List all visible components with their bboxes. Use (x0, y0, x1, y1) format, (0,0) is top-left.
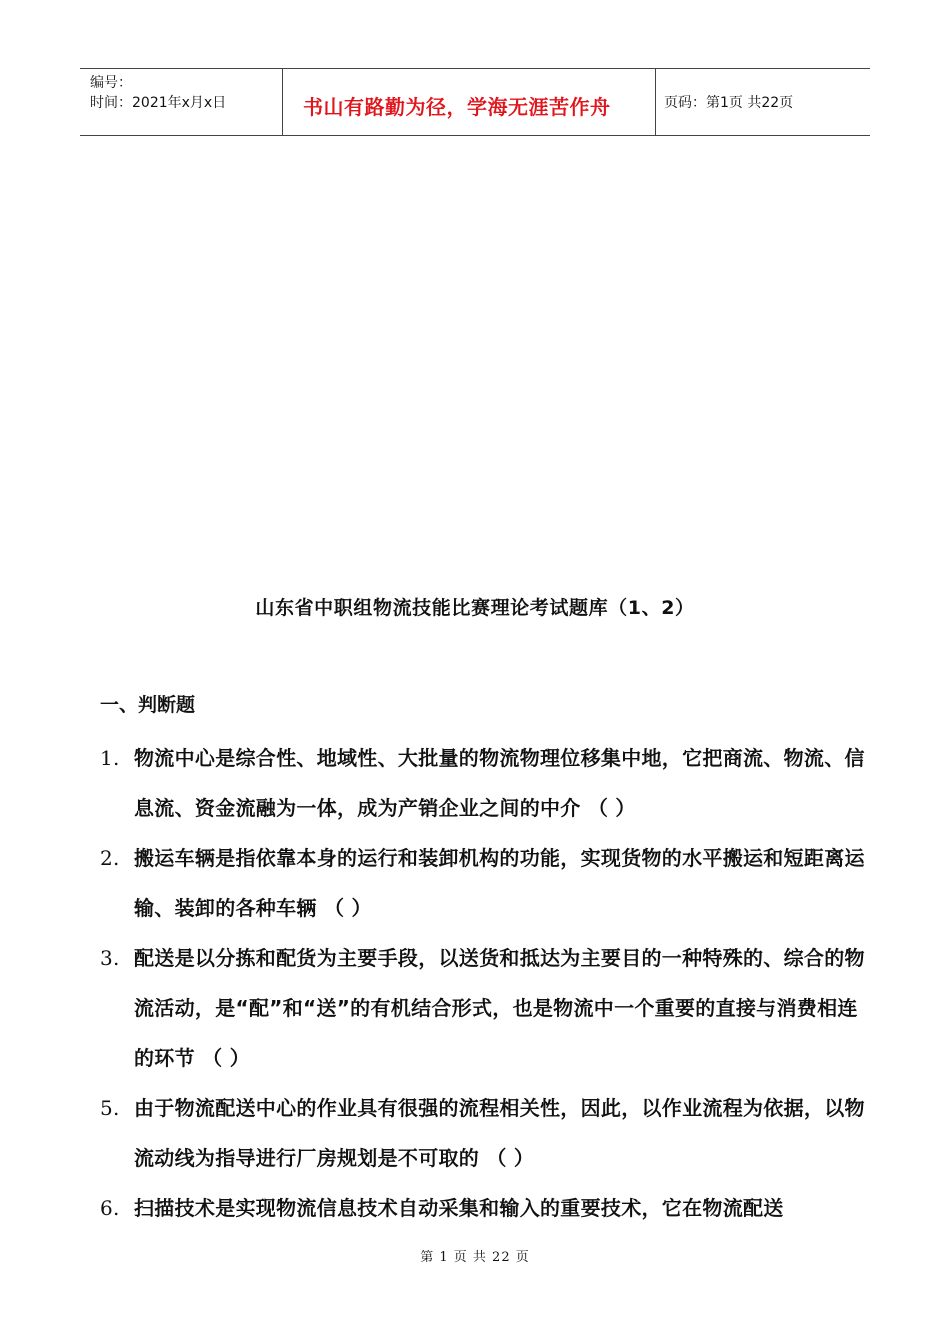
document-title: 山东省中职组物流技能比赛理论考试题库（1、2） (255, 597, 695, 619)
section-title: 一、判断题 (100, 694, 196, 716)
motto: 书山有路勤为径，学海无涯苦作舟 (303, 95, 611, 119)
header-motto-cell (282, 69, 656, 135)
question-item (100, 933, 870, 1083)
question-item (100, 833, 870, 933)
question-number: 6. (100, 1196, 120, 1220)
question-text: 搬运车辆是指依靠本身的运行和装卸机构的功能，实现货物的水平搬运和短距离运输、装卸的各种车辆 （ ） (134, 846, 865, 920)
page-footer: 第 1 页 共 22 页 (420, 1250, 530, 1265)
question-item (100, 1183, 870, 1233)
serial-label: 编号： (90, 75, 132, 91)
question-number: 3. (100, 946, 120, 970)
time-label: 时间：2021年x月x日 (90, 95, 227, 111)
page-header (80, 68, 870, 136)
question-item (100, 733, 870, 833)
question-number: 5. (100, 1096, 120, 1120)
question-text: 由于物流配送中心的作业具有很强的流程相关性，因此，以作业流程为依据，以物流动线为指导进行厂房规划是不可取的 （ ） (134, 1096, 865, 1170)
question-number: 2. (100, 846, 120, 870)
question-list (100, 733, 870, 1233)
question-number: 1. (100, 746, 120, 770)
question-text: 物流中心是综合性、地域性、大批量的物流物理位移集中地，它把商流、物流、信息流、资金流融为一体，成为产销企业之间的中介 （ ） (134, 746, 865, 820)
question-text: 配送是以分拣和配货为主要手段，以送货和抵达为主要目的一种特殊的、综合的物流活动，是“配”和“送”的有机结合形式，也是物流中一个重要的直接与消费相连的环节 （ ） (134, 946, 865, 1070)
header-page-info: 页码：第1页 共22页 (664, 95, 794, 111)
question-item (100, 1083, 870, 1183)
header-meta (80, 69, 282, 135)
question-text: 扫描技术是实现物流信息技术自动采集和输入的重要技术，它在物流配送 (134, 1196, 784, 1220)
